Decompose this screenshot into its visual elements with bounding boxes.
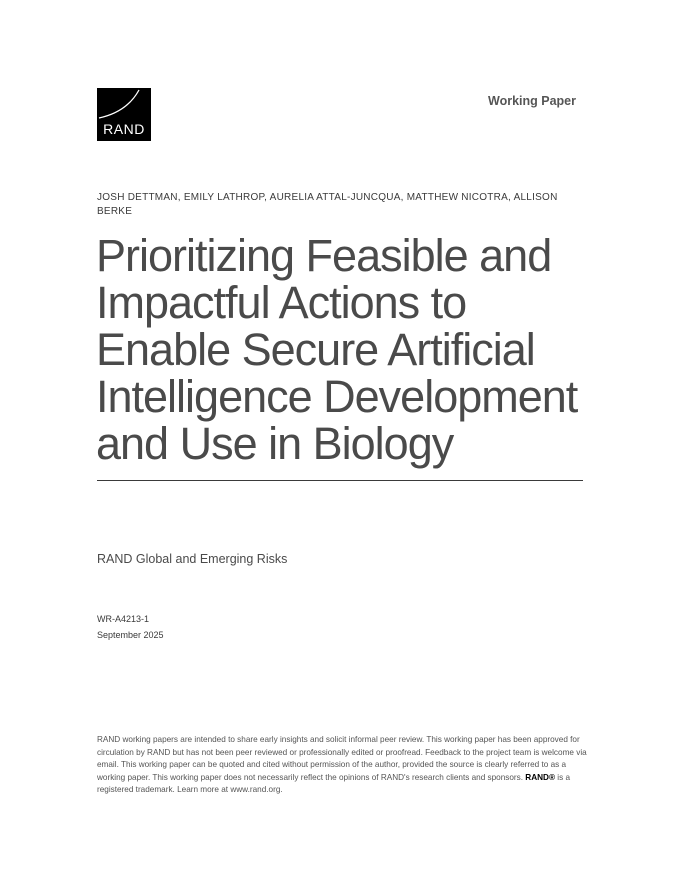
document-number: WR-A4213-1 [97,614,150,624]
logo-text: RAND [103,121,145,137]
document-title: Prioritizing Feasible and Impactful Actions to Enable Secure Artificial Intelligence Development and Use in Biology [96,230,578,469]
title-divider [97,480,583,481]
disclaimer-text [97,734,587,797]
author-list: JOSH DETTMAN, EMILY LATHROP, AURELIA ATTAL-JUNCQUA, MATTHEW NICOTRA, ALLISON BERKE [97,192,558,217]
working-paper-label: Working Paper [488,94,576,108]
program-name: RAND Global and Emerging Risks [97,552,288,566]
rand-logo [97,88,151,141]
disclaimer-ending: is a registered trademark. Learn more at www.rand.org. [97,772,571,794]
trademark-mark: RAND® [525,772,555,782]
disclaimer-body: RAND working papers are intended to share early insights and solicit informal peer review. This working paper has been approved for circulation by RAND but has not been peer reviewed or professionally edited or proofread. Feedback to the project team is welcome via email. This working paper can be quoted and cited without permission of the author, provided the source is clearly referred to as a working paper. This working paper does not necessarily reflect the opinions of RAND's research clients and sponsors. [97,735,587,782]
publication-date: September 2025 [97,630,164,640]
